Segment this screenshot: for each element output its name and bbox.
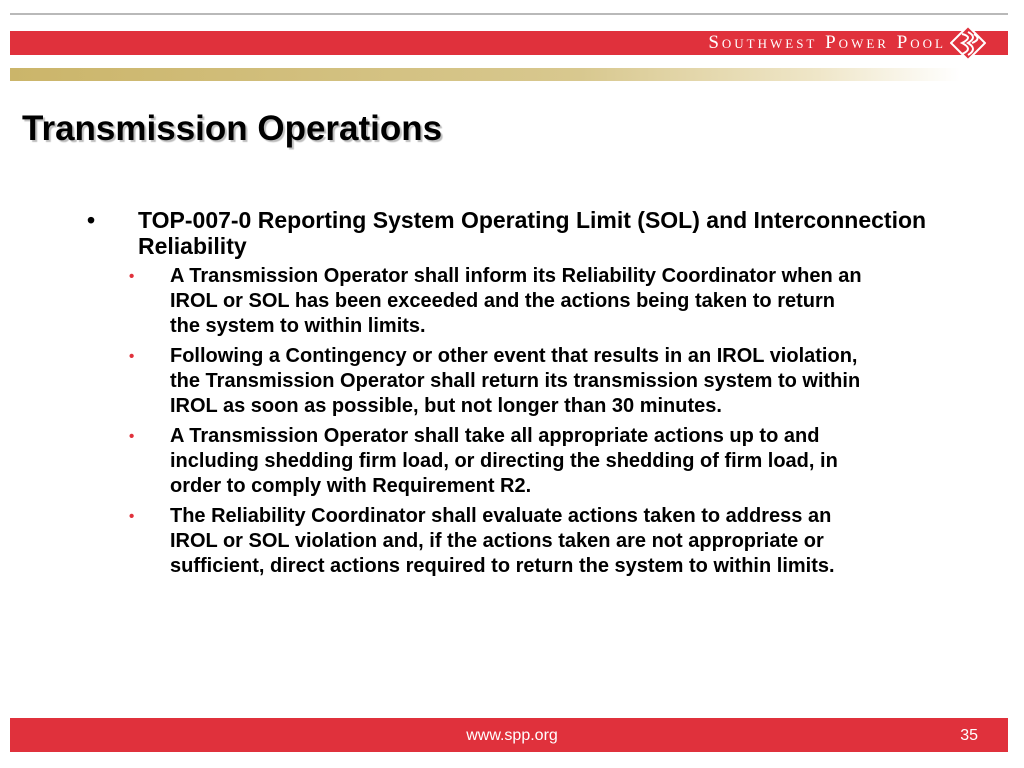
brand-name: Southwest Power Pool bbox=[708, 32, 946, 53]
spp-logo-icon bbox=[950, 25, 986, 61]
bullet-item bbox=[87, 207, 947, 259]
sub-bullet-item bbox=[87, 424, 870, 499]
sub-bullet-marker: • bbox=[129, 508, 135, 525]
bullet-marker: • bbox=[87, 207, 96, 233]
sub-bullet-marker: • bbox=[129, 268, 135, 285]
sub-bullet-item bbox=[87, 504, 870, 579]
bullet-text: TOP-007-0 Reporting System Operating Limit (SOL) and Interconnection Reliability bbox=[138, 207, 927, 259]
page-number: 35 bbox=[960, 727, 978, 744]
slide-title: Transmission Operations bbox=[22, 109, 443, 148]
accent-band bbox=[10, 68, 960, 81]
slide-content bbox=[87, 207, 947, 584]
sub-bullet-text: The Reliability Coordinator shall evaluate actions taken to address an IROL or SOL violation and, if the actions taken are not appropriate or sufficient, direct actions required to return the system to within limits. bbox=[170, 505, 835, 577]
sub-bullet-list bbox=[87, 264, 947, 579]
top-divider bbox=[10, 13, 1008, 15]
sub-bullet-marker: • bbox=[129, 428, 135, 445]
sub-bullet-item bbox=[87, 344, 870, 419]
sub-bullet-item bbox=[87, 264, 870, 339]
sub-bullet-text: A Transmission Operator shall take all appropriate actions up to and including shedding firm load, or directing the shedding of firm load, in order to comply with Requirement R2. bbox=[170, 425, 838, 497]
footer-url: www.spp.org bbox=[466, 727, 558, 744]
sub-bullet-text: A Transmission Operator shall inform its Reliability Coordinator when an IROL or SOL has been exceeded and the actions being taken to return the system to within limits. bbox=[170, 265, 862, 337]
sub-bullet-marker: • bbox=[129, 348, 135, 365]
sub-bullet-text: Following a Contingency or other event that results in an IROL violation, the Transmission Operator shall return its transmission system to within IROL as soon as possible, but not longer than 30 minutes. bbox=[170, 345, 861, 417]
